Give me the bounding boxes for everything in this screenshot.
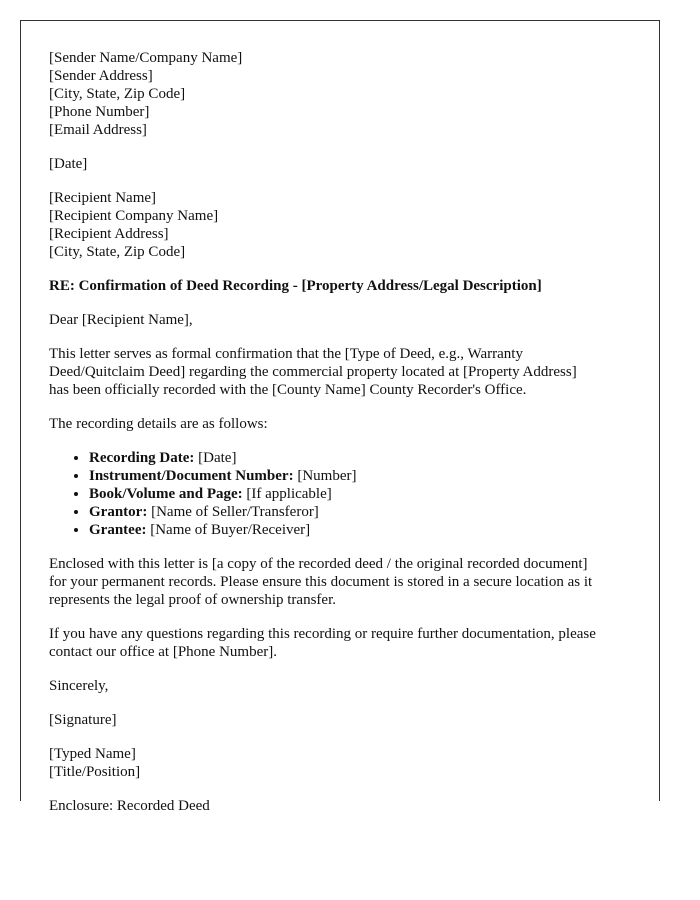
detail-grantee [89, 521, 639, 539]
recipient-block [49, 189, 639, 261]
enclosure-line: Enclosed with this letter is [a copy of the recorded deed / the original recorded document] [49, 556, 588, 572]
enclosure-note: Enclosure: Recorded Deed [49, 798, 210, 814]
detail-value: [Number] [293, 468, 357, 484]
sender-address: [Sender Address] [49, 68, 153, 84]
recipient-city-state-zip: [City, State, Zip Code] [49, 244, 186, 260]
questions-paragraph [49, 625, 639, 661]
details-intro: The recording details are as follows: [49, 416, 268, 432]
enclosure-line: represents the legal proof of ownership transfer. [49, 592, 336, 608]
recipient-address: [Recipient Address] [49, 226, 169, 242]
intro-line: has been officially recorded with the [County Name] County Recorder's Office. [49, 382, 527, 398]
detail-label: Instrument/Document Number: [89, 468, 294, 484]
letter-page [20, 20, 660, 814]
sender-name: [Sender Name/Company Name] [49, 50, 243, 66]
sender-phone: [Phone Number] [49, 104, 150, 120]
detail-recording-date [89, 449, 639, 467]
sender-city-state-zip: [City, State, Zip Code] [49, 86, 186, 102]
questions-line: contact our office at [Phone Number]. [49, 644, 277, 660]
questions-line: If you have any questions regarding this recording or require further documentation, please [49, 626, 596, 642]
detail-label: Grantor: [89, 504, 148, 520]
salutation: Dear [Recipient Name], [49, 312, 193, 328]
enclosure-line: for your permanent records. Please ensure this document is stored in a secure location as it [49, 574, 593, 590]
detail-value: [Name of Seller/Transferor] [147, 504, 319, 520]
detail-label: Grantee: [89, 522, 147, 538]
intro-line: Deed/Quitclaim Deed] regarding the commercial property located at [Property Address] [49, 364, 577, 380]
sender-email: [Email Address] [49, 122, 147, 138]
detail-value: [Name of Buyer/Receiver] [146, 522, 311, 538]
enclosure-paragraph [49, 555, 639, 609]
subject-line: RE: Confirmation of Deed Recording - [Property Address/Legal Description] [49, 278, 542, 294]
closing: Sincerely, [49, 678, 109, 694]
typed-name: [Typed Name] [49, 746, 136, 762]
signer-block [49, 745, 639, 781]
detail-value: [If applicable] [242, 486, 332, 502]
detail-label: Recording Date: [89, 450, 195, 466]
detail-label: Book/Volume and Page: [89, 486, 243, 502]
signature-placeholder: [Signature] [49, 712, 117, 728]
letter-date: [Date] [49, 156, 88, 172]
recipient-company: [Recipient Company Name] [49, 208, 219, 224]
detail-value: [Date] [194, 450, 237, 466]
sender-block [49, 49, 639, 139]
recording-details-list [49, 449, 639, 539]
intro-line: This letter serves as formal confirmation that the [Type of Deed, e.g., Warranty [49, 346, 523, 362]
detail-book-page [89, 485, 639, 503]
intro-paragraph [49, 345, 639, 399]
recipient-name: [Recipient Name] [49, 190, 157, 206]
title-position: [Title/Position] [49, 764, 141, 780]
detail-grantor [89, 503, 639, 521]
letter-body [49, 49, 639, 815]
detail-instrument-number [89, 467, 639, 485]
